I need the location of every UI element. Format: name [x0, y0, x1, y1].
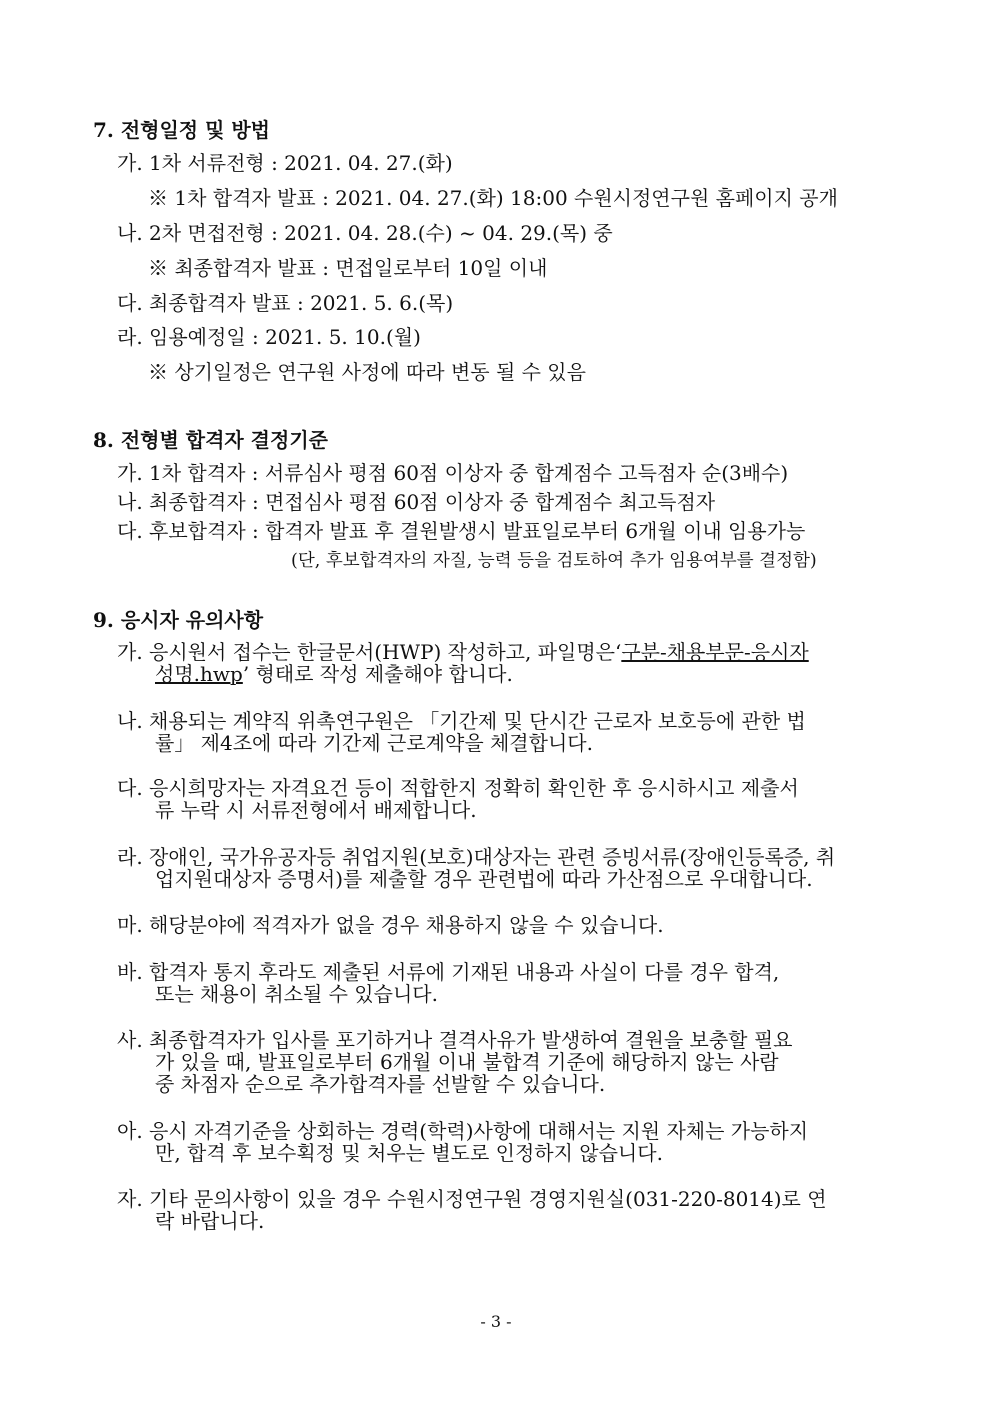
s9-item-ba-line2: 또는 채용이 취소될 수 있습니다.	[155, 982, 438, 1006]
s9-item-ma-line1: 마. 해당분야에 적격자가 없을 경우 채용하지 않을 수 있습니다.	[117, 913, 664, 937]
s7-note-1: ※ 1차 합격자 발표 : 2021. 04. 27.(화) 18:00 수원시정연구원 홈페이지 공개	[148, 186, 838, 210]
s9-item-ga-text: 가. 응시원서 접수는 한글문서(HWP) 작성하고, 파일명은‘	[117, 640, 622, 664]
s7-line-ra: 라. 임용예정일 : 2021. 5. 10.(월)	[117, 325, 421, 349]
s7-note-3: ※ 상기일정은 연구원 사정에 따라 변동 될 수 있음	[148, 360, 586, 384]
s9-item-a-line2: 만, 합격 후 보수획정 및 처우는 별도로 인정하지 않습니다.	[155, 1141, 663, 1165]
s9-item-sa-line2: 가 있을 때, 발표일로부터 6개월 이내 불합격 기준에 해당하지 않는 사람	[155, 1050, 779, 1074]
s9-item-na-line1: 나. 채용되는 계약직 위촉연구원은 「기간제 및 단시간 근로자 보호등에 관한 법	[117, 709, 806, 733]
s9-item-ra-line2: 업지원대상자 증명서)를 제출할 경우 관련법에 따라 가산점으로 우대합니다.	[155, 867, 813, 891]
s9-item-sa-line3: 중 차점자 순으로 추가합격자를 선발할 수 있습니다.	[155, 1072, 606, 1096]
s7-line-da: 다. 최종합격자 발표 : 2021. 5. 6.(목)	[117, 291, 454, 315]
s9-item-a-line1: 아. 응시 자격기준을 상회하는 경력(학력)사항에 대해서는 지원 자체는 가능하지	[117, 1119, 809, 1143]
s8-line-note: (단, 후보합격자의 자질, 능력 등을 검토하여 추가 임용여부를 결정함)	[291, 551, 817, 571]
s7-note-2: ※ 최종합격자 발표 : 면접일로부터 10일 이내	[148, 256, 548, 280]
section-8-heading: 8. 전형별 합격자 결정기준	[93, 428, 328, 452]
s9-item-sa-line1: 사. 최종합격자가 입사를 포기하거나 결격사유가 발생하여 결원을 보충할 필요	[117, 1028, 793, 1052]
s9-item-ra-line1: 라. 장애인, 국가유공자등 취업지원(보호)대상자는 관련 증빙서류(장애인등록증, 취	[117, 845, 836, 869]
filename-format-underlined: 구분-채용부문-응시자	[621, 640, 809, 664]
s8-line-ga: 가. 1차 합격자 : 서류심사 평점 60점 이상자 중 합계점수 고득점자 순(3배수)	[117, 461, 789, 485]
s9-item-ga-text: ’ 형태로 작성 제출해야 합니다.	[242, 662, 513, 686]
s9-item-na-line2: 률」 제4조에 따라 기간제 근로계약을 체결합니다.	[155, 731, 593, 755]
section-9-heading: 9. 응시자 유의사항	[93, 608, 264, 632]
s8-line-da: 다. 후보합격자 : 합격자 발표 후 결원발생시 발표일로부터 6개월 이내 임용가능	[117, 519, 806, 543]
s9-item-ga-line2	[155, 661, 513, 687]
s9-item-ba-line1: 바. 합격자 통지 후라도 제출된 서류에 기재된 내용과 사실이 다를 경우 합격,	[117, 960, 780, 984]
s9-item-ja-line1: 자. 기타 문의사항이 있을 경우 수원시정연구원 경영지원실(031-220-8014)로 연	[117, 1187, 827, 1211]
s7-line-ga: 가. 1차 서류전형 : 2021. 04. 27.(화)	[117, 151, 453, 175]
s9-item-da-line1: 다. 응시희망자는 자격요건 등이 적합한지 정확히 확인한 후 응시하시고 제출서	[117, 776, 799, 800]
filename-format-underlined: 성명.hwp	[155, 662, 243, 686]
section-7-heading: 7. 전형일정 및 방법	[93, 118, 271, 142]
page-number: - 3 -	[480, 1312, 512, 1331]
s8-line-na: 나. 최종합격자 : 면접심사 평점 60점 이상자 중 합계점수 최고득점자	[117, 490, 716, 514]
s7-line-na: 나. 2차 면접전형 : 2021. 04. 28.(수) ~ 04. 29.(목) 중	[117, 221, 613, 245]
s9-item-ja-line2: 락 바랍니다.	[155, 1209, 265, 1233]
s9-item-da-line2: 류 누락 시 서류전형에서 배제합니다.	[155, 798, 477, 822]
